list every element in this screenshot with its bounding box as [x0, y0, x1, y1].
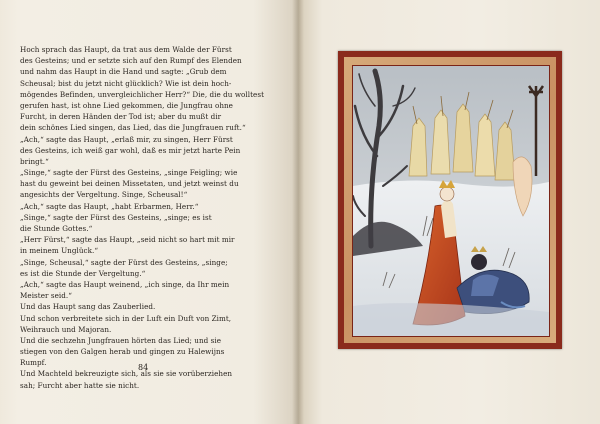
illustration-frame	[338, 51, 562, 349]
book-gutter	[292, 0, 304, 424]
text-line: bringt.“	[20, 156, 49, 166]
illustration-mat	[344, 57, 556, 343]
text-line: Scheusal; bist du jetzt nicht glücklich? Wie ist dein hoch-	[20, 78, 232, 88]
text-line: Rumpf.	[20, 358, 47, 368]
text-line: gerufen hast, ist ohne Lied gekommen, die Jungfrau ohne	[20, 100, 233, 110]
text-line: Meister seid.“	[20, 291, 72, 301]
text-line: die Stunde Gottes.“	[20, 224, 93, 233]
text-line: Und die sechzehn Jungfrauen hörten das Lied; und sie	[20, 335, 222, 345]
text-line: „Singe,“ sagte der Fürst des Gesteins, „singe; es ist	[20, 212, 212, 222]
text-line: „Ach,“ sagte das Haupt, „habt Erbarmen, Herr.“	[20, 201, 199, 211]
left-page	[0, 0, 298, 424]
text-line: „Ach,“ sagte das Haupt, „erlaß mir, zu singen, Herr Fürst	[20, 134, 233, 144]
text-line: Und das Haupt sang das Zauberlied.	[20, 302, 156, 312]
text-line: hast du geweint bei deinen Missetaten, und jetzt weinst du	[20, 179, 239, 189]
illustration-scene	[353, 66, 549, 336]
text-line: Furcht, in deren Händen der Tod ist; aber du mußt dir	[20, 112, 222, 122]
text-line: Und schon verbreitete sich in der Luft ein Duft von Zimt,	[20, 313, 232, 323]
text-line: „Ach,“ sagte das Haupt weinend, „ich singe, da Ihr mein	[20, 279, 230, 289]
text-line: „Herr Fürst,“ sagte das Haupt, „seid nicht so hart mit mir	[20, 235, 235, 245]
text-line: dein schönes Lied singen, das Lied, das die Jungfrauen ruft.“	[20, 123, 246, 133]
text-line: angesichts der Vergeltung. Singe, Scheusal!“	[20, 190, 188, 200]
story-text	[20, 44, 288, 391]
text-line: und nahm das Haupt in die Hand und sagte: „Grub dem	[20, 67, 227, 77]
text-line: des Gesteins, ich weiß gar wohl, daß es mir jetzt harte Pein	[20, 145, 241, 155]
text-line: mögendes Befinden, unvergleichlicher Herr?“ Die, die du wolltest	[20, 89, 265, 99]
text-line: Und Machteld bekreuzigte sich, als sie sie vorüberziehen	[20, 369, 233, 379]
text-line: „Singe,“ sagte der Fürst des Gesteins, „singe Feigling; wie	[20, 168, 238, 178]
text-line: „Singe, Scheusal,“ sagte der Fürst des Gesteins, „singe;	[20, 257, 228, 267]
illustration	[352, 65, 550, 337]
text-line: in meinem Unglück.“	[20, 246, 99, 256]
text-line: stiegen von den Galgen herab und gingen zu Halewijns	[20, 347, 225, 357]
text-line: Weihrauch und Majoran.	[20, 324, 112, 334]
text-line: des Gesteins; und er setzte sich auf den Rumpf des Elenden	[20, 56, 242, 66]
text-line: Hoch sprach das Haupt, da trat aus dem Walde der Fürst	[20, 45, 232, 54]
page-number: 84	[138, 363, 149, 372]
text-line: sah; Furcht aber hatte sie nicht.	[20, 380, 140, 390]
text-line: es ist die Stunde der Vergeltung.“	[20, 268, 146, 278]
